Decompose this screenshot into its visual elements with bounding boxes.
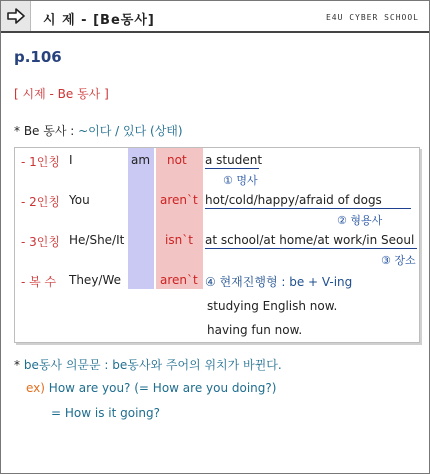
section-title: [ 시제 - Be 동사 ] [14,87,109,101]
definition-meaning: ~이다 / 있다 (상태) [78,124,183,138]
row-neg-4: aren`t [160,273,198,287]
row-complement-3: at school/at home/at work/in Seoul [205,233,415,247]
example-text-1: How are you? (= How are you doing?) [48,381,277,395]
definition-prefix: * Be 동사 : [14,124,79,138]
tag-adjective: ② 형용사 [337,214,383,227]
example-line-2: = How is it going? [51,406,161,420]
row-complement-2: hot/cold/happy/afraid of dogs [205,193,382,207]
row-verb-1: am [131,153,151,167]
page-title: 시 제 - [Be동사] [43,13,155,28]
be-verb-definition [14,122,183,139]
page-number: p.106 [14,48,62,66]
underline-1 [205,168,259,169]
row-neg-1: not [167,153,187,167]
row-subject-3: He/She/It [69,233,125,247]
tag-noun: ① 명사 [223,174,258,187]
row-person-4: - 복 수 [21,275,57,289]
row-complement-1: a student [205,153,263,167]
row-person-2: - 2인칭 [21,195,60,209]
note-text: be동사 의문문 : be동사와 주어의 위치가 바뀐다. [23,358,282,372]
question-note [14,356,282,373]
school-name: E4U CYBER SCHOOL [325,13,419,22]
row-subject-2: You [69,193,90,207]
arrow-right-icon [1,1,31,31]
am-column-highlight [128,148,154,289]
row-neg-3: isn`t [165,233,193,247]
row-complement-4: ④ 현재진행형 : be + V-ing [205,275,353,289]
tag-place: ③ 장소 [381,254,416,267]
row-person-1: - 1인칭 [21,155,60,169]
conjugation-table [14,147,420,343]
underline-3 [205,248,417,249]
note-star: * [14,358,24,372]
row-person-3: - 3인칭 [21,235,60,249]
progressive-example-2: having fun now. [207,323,303,337]
example-label: ex) [26,381,45,395]
underline-2 [205,208,411,209]
row-subject-1: I [69,153,73,167]
row-subject-4: They/We [69,273,122,287]
row-neg-2: aren`t [160,193,198,207]
example-line-1 [26,381,276,395]
not-column-highlight [156,148,203,289]
header-bar [1,1,429,33]
progressive-example-1: studying English now. [207,299,338,313]
